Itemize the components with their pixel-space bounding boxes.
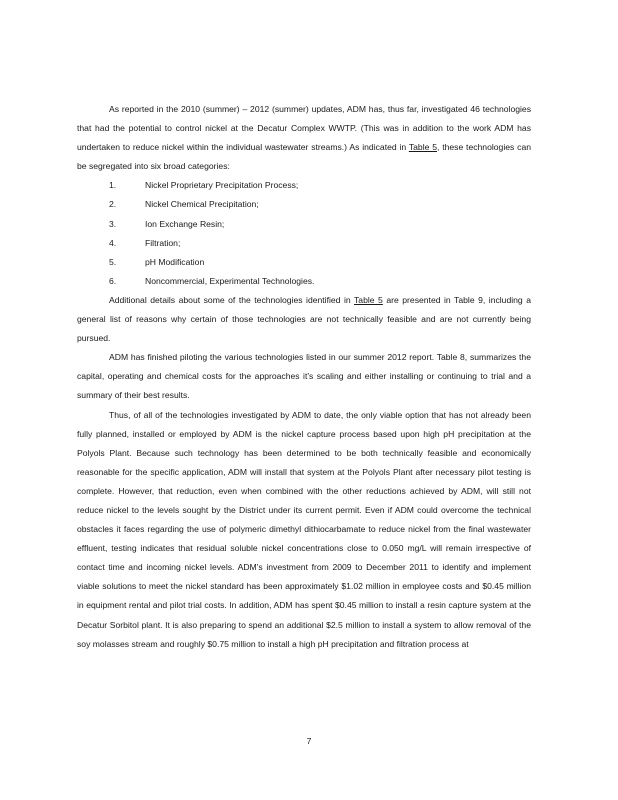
table-5-reference: Table 5 xyxy=(354,294,383,305)
page-number: 7 xyxy=(306,736,312,746)
list-item-number: 1. xyxy=(109,180,117,191)
paragraph-2-text-b: are presented in Table 9, including a general list of reasons why certain of those technologies are not technically feasible and are not currently being pursued. xyxy=(77,294,531,344)
paragraph-1-text-b: , these technologies can be segregated into six broad categories: xyxy=(77,142,531,172)
list-item-number: 5. xyxy=(109,256,117,267)
table-5-reference: Table 5 xyxy=(408,142,437,153)
list-item-label: Ion Exchange Resin; xyxy=(145,218,225,229)
list-item-number: 6. xyxy=(109,275,117,286)
list-item-label: Nickel Chemical Precipitation; xyxy=(145,199,259,210)
technology-categories-list xyxy=(77,176,531,291)
paragraph-piloting-summary: ADM has finished piloting the various technologies listed in our summer 2012 report. Table 8, summarizes the capital, operating and chemical costs for the approaches it's scaling and either installing or continuing to trial and a summary of their best results. xyxy=(77,352,531,401)
list-item-number: 2. xyxy=(109,199,117,210)
paragraph-2-text-a: Additional details about some of the technologies identified in xyxy=(109,294,354,305)
paragraph-additional-details xyxy=(77,291,531,348)
body-text xyxy=(77,100,531,654)
list-item-number: 3. xyxy=(109,218,117,229)
list-item-label: pH Modification xyxy=(145,256,205,267)
list-item xyxy=(77,195,531,214)
list-item-number: 4. xyxy=(109,237,117,248)
list-item-label: Filtration; xyxy=(145,237,181,248)
list-item xyxy=(77,272,531,291)
list-item xyxy=(77,176,531,195)
list-item-label: Nickel Proprietary Precipitation Process; xyxy=(145,180,299,191)
list-item xyxy=(77,215,531,234)
paragraph-viable-option: Thus, of all of the technologies investigated by ADM to date, the only viable option that has not already been fully planned, installed or employed by ADM is the nickel capture process based upon high pH precipitation at the Polyols Plant. Because such technology has been determined to be both technically feasible and economically reasonable for the specific application, ADM will install that system at the Polyols Plant after necessary pilot testing is complete. However, that reduction, even when combined with the other reductions achieved by ADM, will still not reduce nickel to the levels sought by the District under its current permit. Even if ADM could overcome the technical obstacles it faces regarding the use of polymeric dimethyl dithiocarbamate to reduce nickel from the final wastewater effluent, testing indicates that residual soluble nickel concentrations close to 0.050 mg/L will remain irrespective of contact time and incoming nickel levels. ADM's investment from 2009 to December 2011 to identify and implement viable solutions to meet the nickel standard has been approximately $1.02 million in employee costs and $0.45 million in equipment rental and pilot trial costs. In addition, ADM has spent $0.45 million to install a resin capture system at the Decatur Sorbitol plant. It is also preparing to spend an additional $2.5 million to install a system to allow removal of the soy molasses stream and roughly $0.75 million to install a high pH precipitation and filtration process at xyxy=(77,409,531,649)
paragraph-1-text-a: As reported in the 2010 (summer) – 2012 (summer) updates, ADM has, thus far, investigated 46 technologies that had the potential to control nickel at the Decatur Complex WWTP. (This was in addition to the work ADM has undertaken to reduce nickel within the individual wastewater streams.) As indicated in xyxy=(77,104,531,153)
list-item-label: Noncommercial, Experimental Technologies. xyxy=(145,275,315,286)
paragraph-technologies-overview xyxy=(77,100,531,176)
list-item xyxy=(77,234,531,253)
list-item xyxy=(77,253,531,272)
